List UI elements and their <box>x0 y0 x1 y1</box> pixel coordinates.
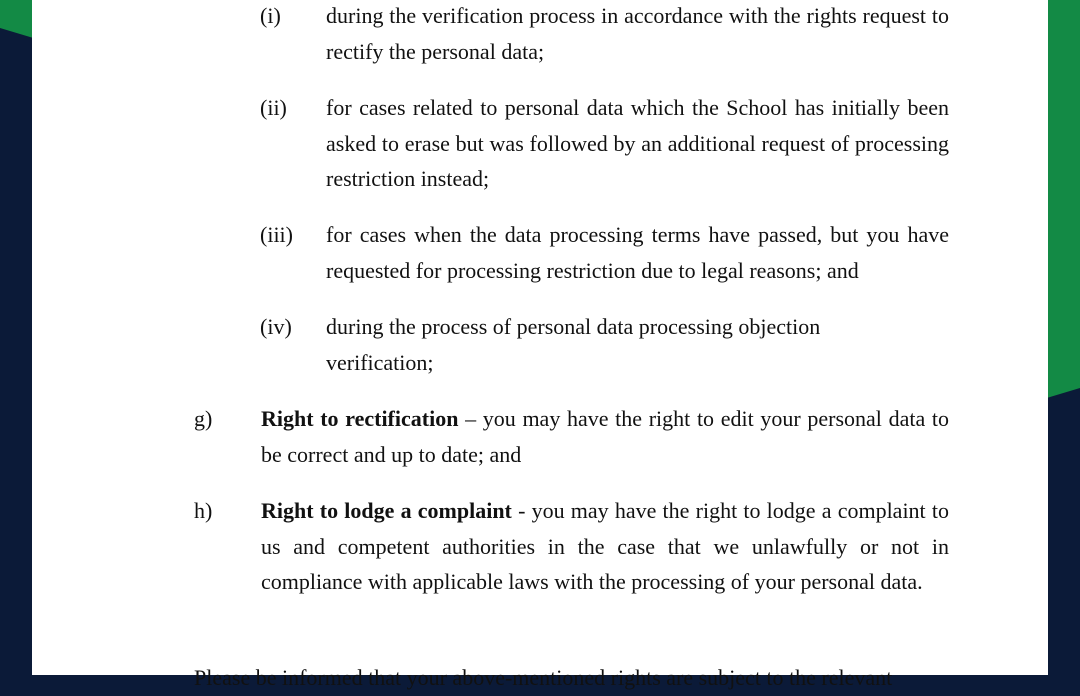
list-item-text: for cases when the data processing terms have passed, but you have requested for processing restriction due to legal reasons; and <box>326 222 949 283</box>
list-item-text: for cases related to personal data which the School has initially been asked to erase but was followed by an additional request of processing restriction instead; <box>326 95 949 191</box>
right-description: – you may have the right to edit your personal data to be correct and up to date; and <box>261 406 949 467</box>
right-title: Right to lodge a complaint <box>261 498 512 523</box>
list-item-text: during the process of personal data processing objection verification; <box>326 314 821 375</box>
list-label: g) <box>194 406 213 431</box>
list-item-text <box>261 401 949 472</box>
list-item-text: during the verification process in accordance with the rights request to rectify the personal data; <box>326 3 949 64</box>
list-label: (iv) <box>260 314 292 339</box>
right-description: - you may have the right to lodge a complaint to us and competent authorities in the case that we unlawfully or not in compliance with applicable laws with the processing of your personal data. <box>261 498 949 594</box>
closing-paragraph: Please be informed that your above-mentioned rights are subject to the relevant <box>194 665 893 690</box>
list-label: (i) <box>260 3 281 28</box>
list-item-text <box>261 493 949 600</box>
list-label: (ii) <box>260 95 287 120</box>
list-label: (iii) <box>260 222 293 247</box>
right-title: Right to rectification <box>261 406 459 431</box>
list-label: h) <box>194 498 213 523</box>
document-page <box>32 0 1048 690</box>
